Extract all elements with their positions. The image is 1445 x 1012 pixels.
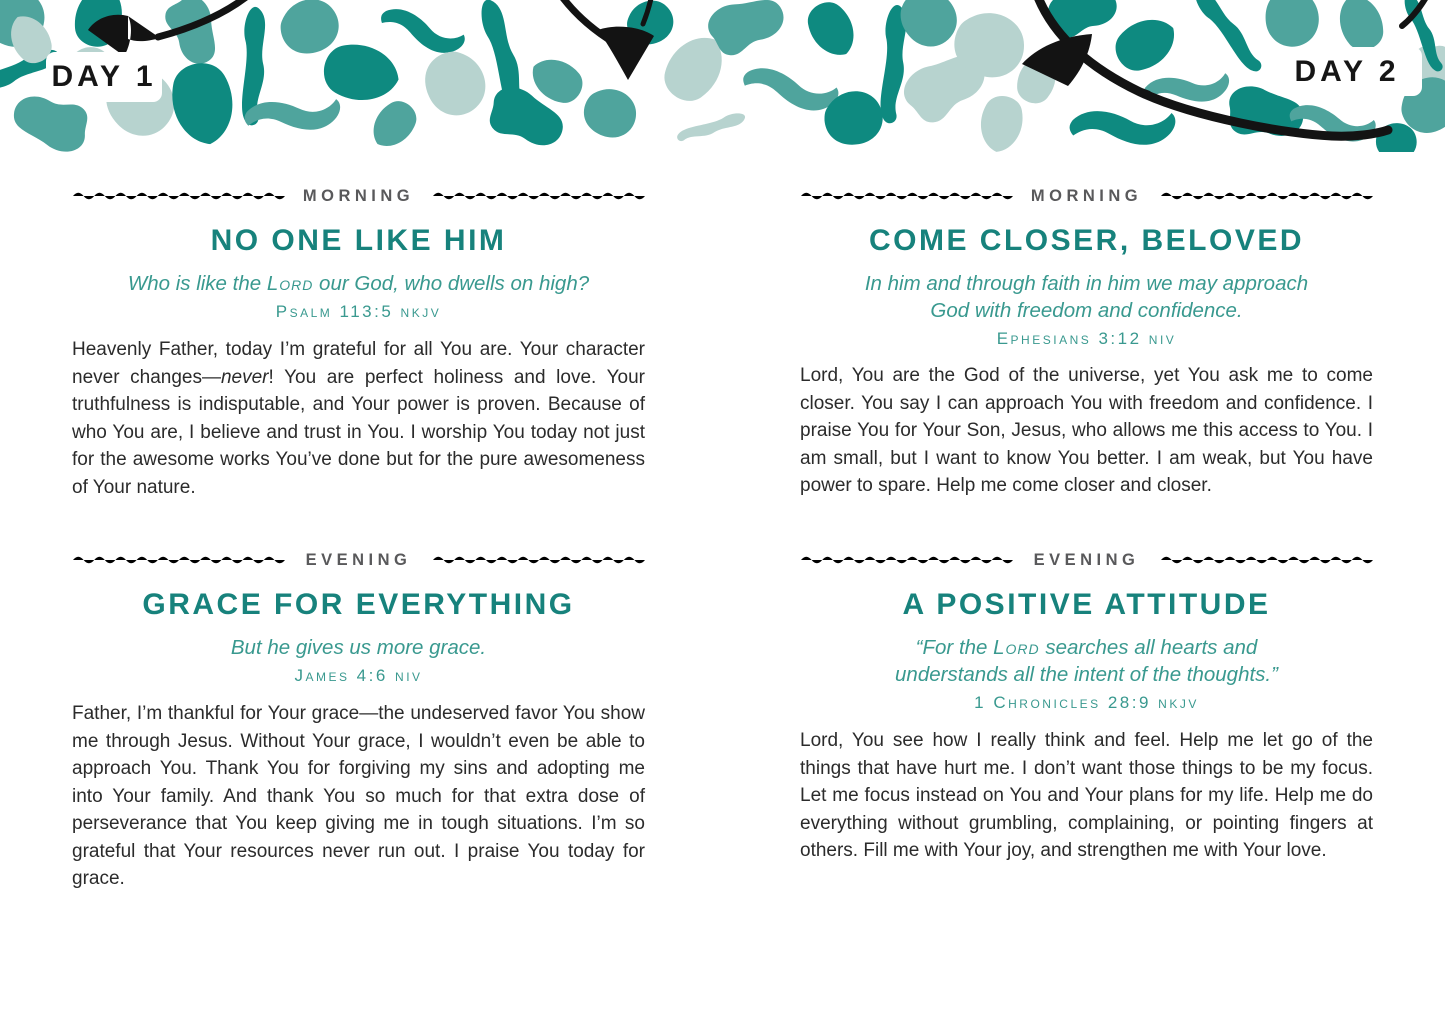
verse-line: In him and through faith in him we may approach	[864, 272, 1309, 295]
devotion-title: COME CLOSER, BELOVED	[868, 224, 1305, 257]
morning-divider	[800, 186, 1373, 206]
period-label-morning: MORNING	[302, 186, 415, 205]
period-label-morning: MORNING	[1030, 186, 1143, 205]
evening-divider	[72, 550, 645, 570]
scripture-reference: Psalm 113:5 nkjv	[275, 302, 442, 321]
verse-line: Who is like the Lord our God, who dwells on high?	[127, 272, 590, 295]
day-1-label	[46, 52, 162, 102]
wavy-line-icon	[1160, 552, 1373, 568]
day-2-page	[800, 0, 1373, 1012]
day-1-text: DAY 1	[51, 60, 157, 93]
period-label-evening: EVENING	[1033, 550, 1140, 569]
wavy-line-icon	[432, 552, 645, 568]
verse-line: understands all the intent of the thoughts.”	[895, 663, 1278, 686]
evening-divider	[800, 550, 1373, 570]
scripture-reference: 1 Chronicles 28:9 nkjv	[974, 693, 1199, 712]
devotion-title: NO ONE LIKE HIM	[210, 224, 507, 257]
wavy-line-icon	[432, 188, 645, 204]
wavy-line-icon	[72, 552, 285, 568]
scripture-verse	[800, 634, 1373, 688]
devotion-title: GRACE FOR EVERYTHING	[142, 588, 575, 621]
devotion-body: Heavenly Father, today I’m grateful for all You are. Your character never changes—never! You are perfect holiness and love. Your truthfulness is indisputable, and Your power is proven. Because of who You are, I believe and trust in You. I worship You today not just for the awesome works You’ve done but for the pure awesomeness of Your nature.	[72, 339, 645, 498]
wavy-line-icon	[800, 552, 1013, 568]
scripture-reference: James 4:6 niv	[294, 666, 423, 685]
day-2-label	[1272, 47, 1422, 96]
devotion-body: Lord, You see how I really think and feel. Help me let go of the things that have hurt me. I don’t want those things to be my focus. Let me focus instead on You and Your plans for my life. Help me do everything without grumbling, complaining, or pointing fingers at others. Fill me with Your joy, and strengthen me with Your love.	[800, 730, 1373, 861]
day-2-text: DAY 2	[1294, 54, 1400, 88]
scripture-verse	[800, 270, 1373, 324]
devotion-title: A POSITIVE ATTITUDE	[902, 588, 1271, 621]
verse-line: But he gives us more grace.	[230, 636, 487, 659]
verse-line: “For the Lord searches all hearts and	[915, 636, 1258, 659]
wavy-line-icon	[1160, 188, 1373, 204]
devotion-body: Father, I’m thankful for Your grace—the undeserved favor You show me through Jesus. Without Your grace, I wouldn’t even be able to approach You. Thank You for forgiving my sins and adopting me into Your family. And thank You so much for that extra dose of perseverance that You keep giving me in tough situations. I’m so grateful that Your resources never run out. I praise You today for grace.	[72, 703, 645, 889]
scripture-reference: Ephesians 3:12 niv	[996, 329, 1177, 348]
day-1-page	[72, 0, 645, 1012]
scripture-verse	[72, 270, 645, 297]
devotion-body: Lord, You are the God of the universe, yet You ask me to come closer. You say I can approach You with freedom and confidence. I praise You for Your Son, Jesus, who allows me this access to You. I am small, but I want to know You better. I am weak, but You have power to spare. Help me come closer and closer.	[800, 365, 1373, 496]
morning-divider	[72, 186, 645, 206]
period-label-evening: EVENING	[305, 550, 412, 569]
verse-line: God with freedom and confidence.	[930, 299, 1243, 322]
scripture-verse	[72, 634, 645, 661]
wavy-line-icon	[800, 188, 1013, 204]
wavy-line-icon	[72, 188, 285, 204]
